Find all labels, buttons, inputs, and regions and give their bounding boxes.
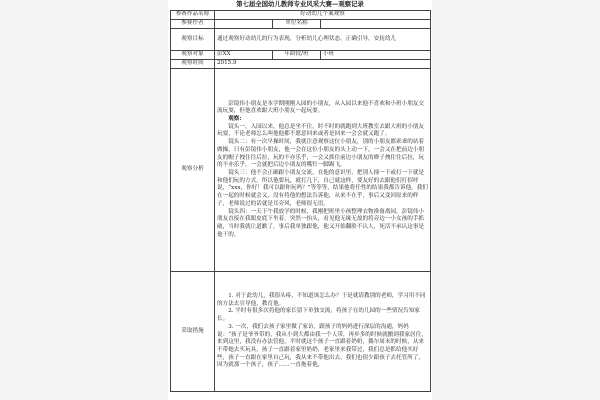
row-author bbox=[171, 20, 431, 29]
measures-label: 采取措施 bbox=[171, 272, 215, 392]
unit-name-label: 单位名称 bbox=[273, 20, 321, 29]
measure-3: 3. 一次，我们去孩子家里做了家访，跟孩子的妈妈进行深层的沟通，妈妈说：“孩子是爷爷带的，我从小到大都由我一个人带，再步多的时候就搬到我家居住，来到这里，我没有办法管他，平时就这个孩子一直跟着奶奶，偶尔周末的时候，从来不带她去买玩具，孩子一直跟着家里奶奶，老家里来我带过，我们总是抓给他买好些，孩子一直跟在家里自己玩，我从来不带他出去，我们也很少跟孩子去托管所了，因为就那一个孩子，孩子……一直拖着他， bbox=[217, 323, 427, 369]
row-time bbox=[171, 60, 431, 69]
subject-label: 观察对象 bbox=[171, 51, 215, 60]
age-class-label: 年龄段/班 bbox=[273, 51, 321, 60]
document-page bbox=[168, 0, 432, 400]
author-value bbox=[215, 20, 273, 29]
row-work-name bbox=[171, 11, 431, 20]
row-analysis bbox=[171, 69, 431, 272]
goal-label: 观察目标 bbox=[171, 29, 215, 51]
observation-record-table bbox=[170, 10, 431, 392]
analysis-shot-4: 镜头四：一天下午我放学的时候，我刚把班里小孩整理衣物准备离园，彭镜伟小朋友直接在我眼皮底下坐着，突然一抬头，看见他无缘无故的将旁边一小女孩的手抓破，当时我就让道歉了，事后我单独跟他，他又开始翻脸不认人，死活不承认这事是他干的。 bbox=[217, 208, 424, 238]
goal-value: 通过观察好动幼儿的行为表现，分析幼儿心理状态，正确引导，安抚幼儿 bbox=[215, 29, 431, 51]
analysis-shot-3: 镜头三：他不会正确跟小朋友交流，在他的意识里，把别人撞一下或打一下就是和他们玩的方式，所以他要玩，就打几下，自己就这样，要友好的去跟他们打招呼说，“xxx，你好！我可以跟你玩吗？”等等等，结果他将任性的结果我都告诉他，我们在一起的时候就会又，没有将他的想法告诉他，从来不在乎，事后又变回原来的样子，老师说过的话就是耳旁风，老师很无语。 bbox=[217, 170, 428, 207]
work-name-value: 好动幼儿个案观察 bbox=[215, 11, 431, 20]
measure-2: 2. 平时有很多次将他的家长留下单独交流，将孩子在幼儿园的一些情况告知家长。 bbox=[217, 308, 420, 323]
measure-1: 1. 对于此幼儿，我很头疼，不知道该怎么办？于是就请教别的老师，学习用不同的方法去引导他，教育他。 bbox=[217, 292, 426, 307]
analysis-heading: 观察: bbox=[228, 116, 242, 123]
measures-content bbox=[215, 272, 431, 392]
row-subject bbox=[171, 51, 431, 60]
analysis-label: 观察分析 bbox=[171, 69, 215, 272]
work-name-label: 参赛作品名称 bbox=[171, 11, 215, 20]
time-label: 观察时间 bbox=[171, 60, 215, 69]
analysis-shot-2: 镜头二：有一次早操时间，我就注意观察这位小朋友，别的小朋友都乖乖的站着做操，只有彭镜伟小朋友，他一会在这位小朋友的头上动一下，一会又在把前边小朋友的帽子拽住往后拉，玩的不亦乐乎，一会又抓住前边小朋友的辫子拽住往后拉，玩的不亦乐乎，一会就把后边小朋友的嘴钉一脚踢飞。 bbox=[217, 139, 424, 169]
row-measures bbox=[171, 272, 431, 392]
subject-value: 彭XX bbox=[215, 51, 273, 60]
document-title: 第七届全国幼儿教师专业风采大赛—观察记录 bbox=[236, 0, 364, 8]
time-value: 2015.9 bbox=[215, 60, 431, 69]
analysis-intro: 彭镜伟小朋友是本学期刚刚入园的小朋友，从入园以来他不喜欢和小班小朋友交流玩耍，但他喜欢跟大班小朋友一起玩耍。 bbox=[217, 100, 424, 115]
age-class-value: 小班 bbox=[321, 51, 431, 60]
unit-name-value bbox=[321, 20, 431, 29]
analysis-content bbox=[215, 69, 431, 272]
author-label: 参赛作者 bbox=[171, 20, 215, 29]
row-goal bbox=[171, 29, 431, 51]
analysis-shot-1: 镜头一，入园以来，他总是坐不住，时不时的就跑到大班教室去跟大班的小朋友玩耍，不论老师怎么叫他他都不愿意回来或者是回来一会会就又跑了。 bbox=[217, 123, 424, 138]
